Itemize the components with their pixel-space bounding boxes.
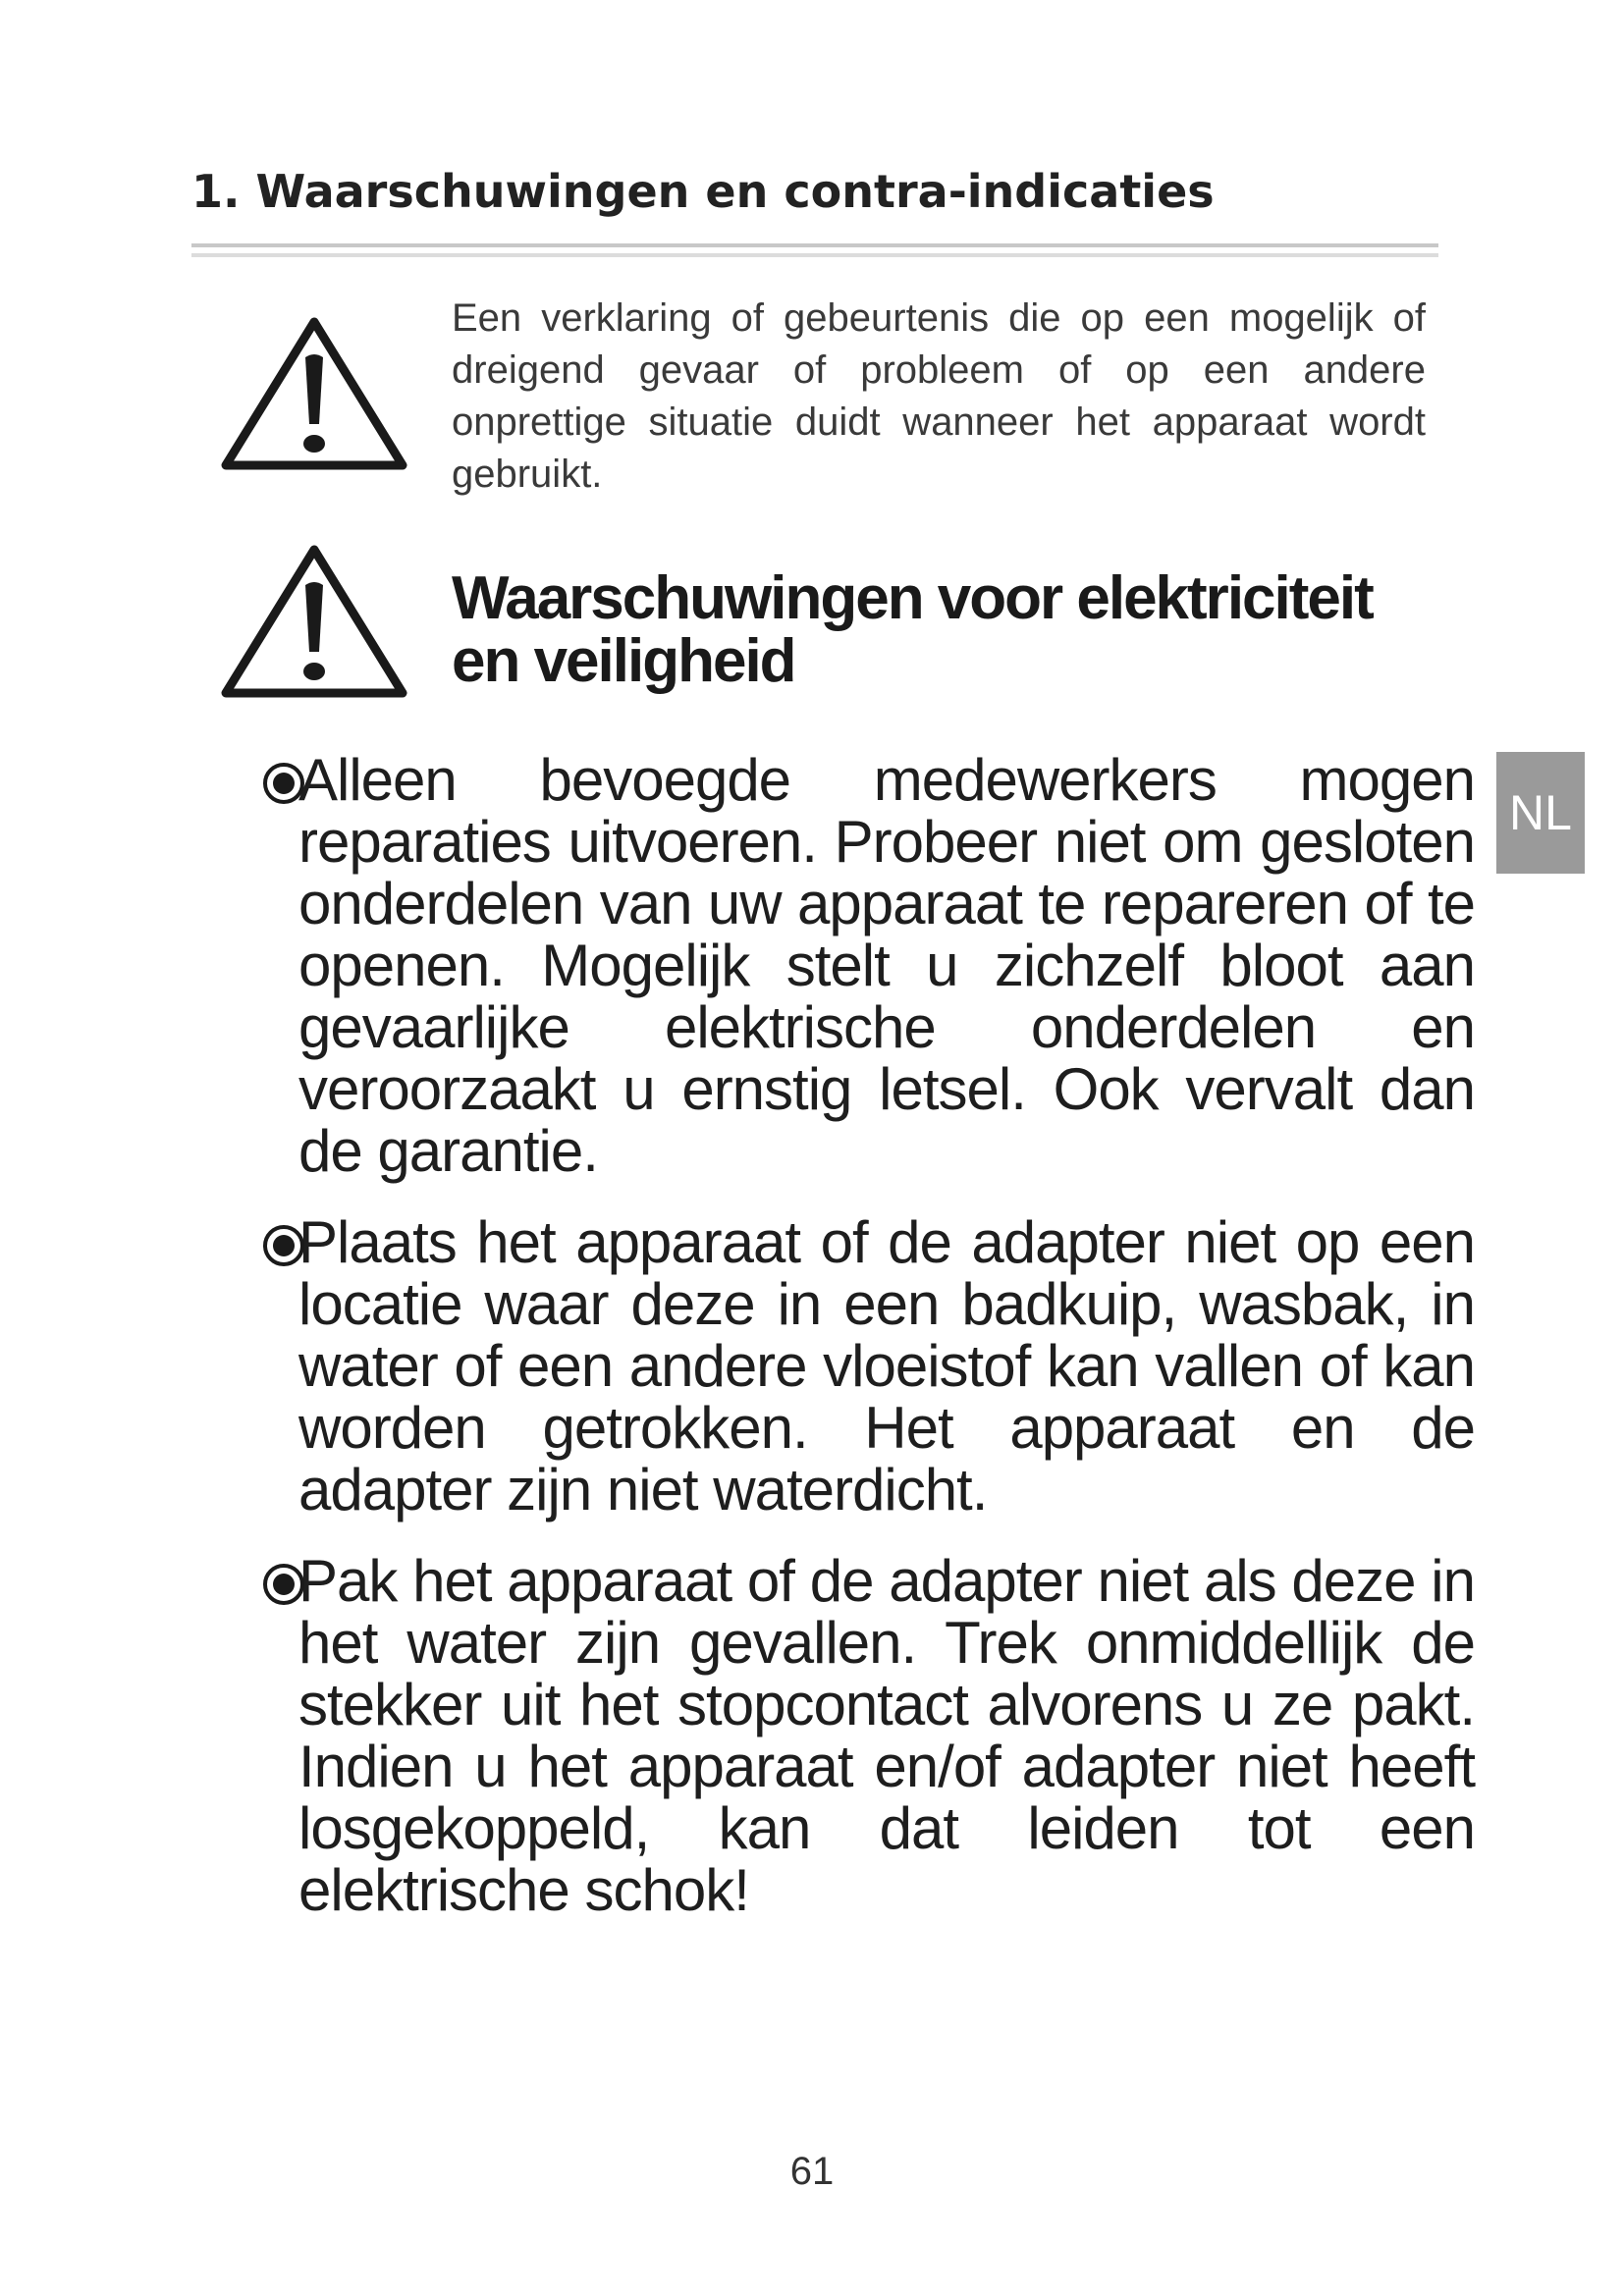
list-item-text: Alleen bevoegde medewerkers mogen reparaties uitvoeren. Probeer niet om gesloten onderdelen van uw apparaat te repareren of te openen. Mogelijk stelt u zichzelf bloot aan gevaarlijke elektrische onderdelen en veroorzaakt u ernstig letsel. Ook vervalt dan de garantie.	[298, 747, 1475, 1184]
language-tab: NL	[1496, 752, 1585, 874]
bullet-icon	[263, 1225, 304, 1266]
intro-text: Een verklaring of gebeurtenis die op een mogelijk of dreigend gevaar of probleem of op een andere onprettige situatie duidt wanneer het apparaat wordt gebruikt.	[452, 296, 1426, 496]
section-heading: 1. Waarschuwingen en contra-indicaties	[191, 165, 1215, 218]
list-item-text: Plaats het apparaat of de adapter niet op een locatie waar deze in een badkuip, wasbak, in water of een andere vloeistof kan vallen of kan worden getrokken. Het apparaat en de adapter zijn niet waterdicht.	[298, 1209, 1475, 1522]
list-item	[257, 1550, 1475, 1921]
heading-divider	[191, 243, 1438, 257]
bullet-icon	[263, 763, 304, 804]
page-number: 61	[789, 2150, 835, 2193]
list-item	[257, 749, 1475, 1182]
warning-triangle-icon	[216, 310, 412, 477]
bullet-icon	[263, 1564, 304, 1605]
list-item	[257, 1211, 1475, 1521]
electrical-safety-heading: Waarschuwingen voor elektriciteit en veiligheid	[452, 564, 1373, 695]
list-item-text: Pak het apparaat of de adapter niet als deze in het water zijn gevallen. Trek onmiddellijk de stekker uit het stopcontact alvorens u ze pakt. Indien u het apparaat en/of adapter niet heeft losgekoppeld, kan dat leiden tot een elektrische schok!	[298, 1548, 1475, 1923]
warning-triangle-icon	[216, 538, 412, 705]
safety-warning-list	[257, 749, 1475, 1950]
